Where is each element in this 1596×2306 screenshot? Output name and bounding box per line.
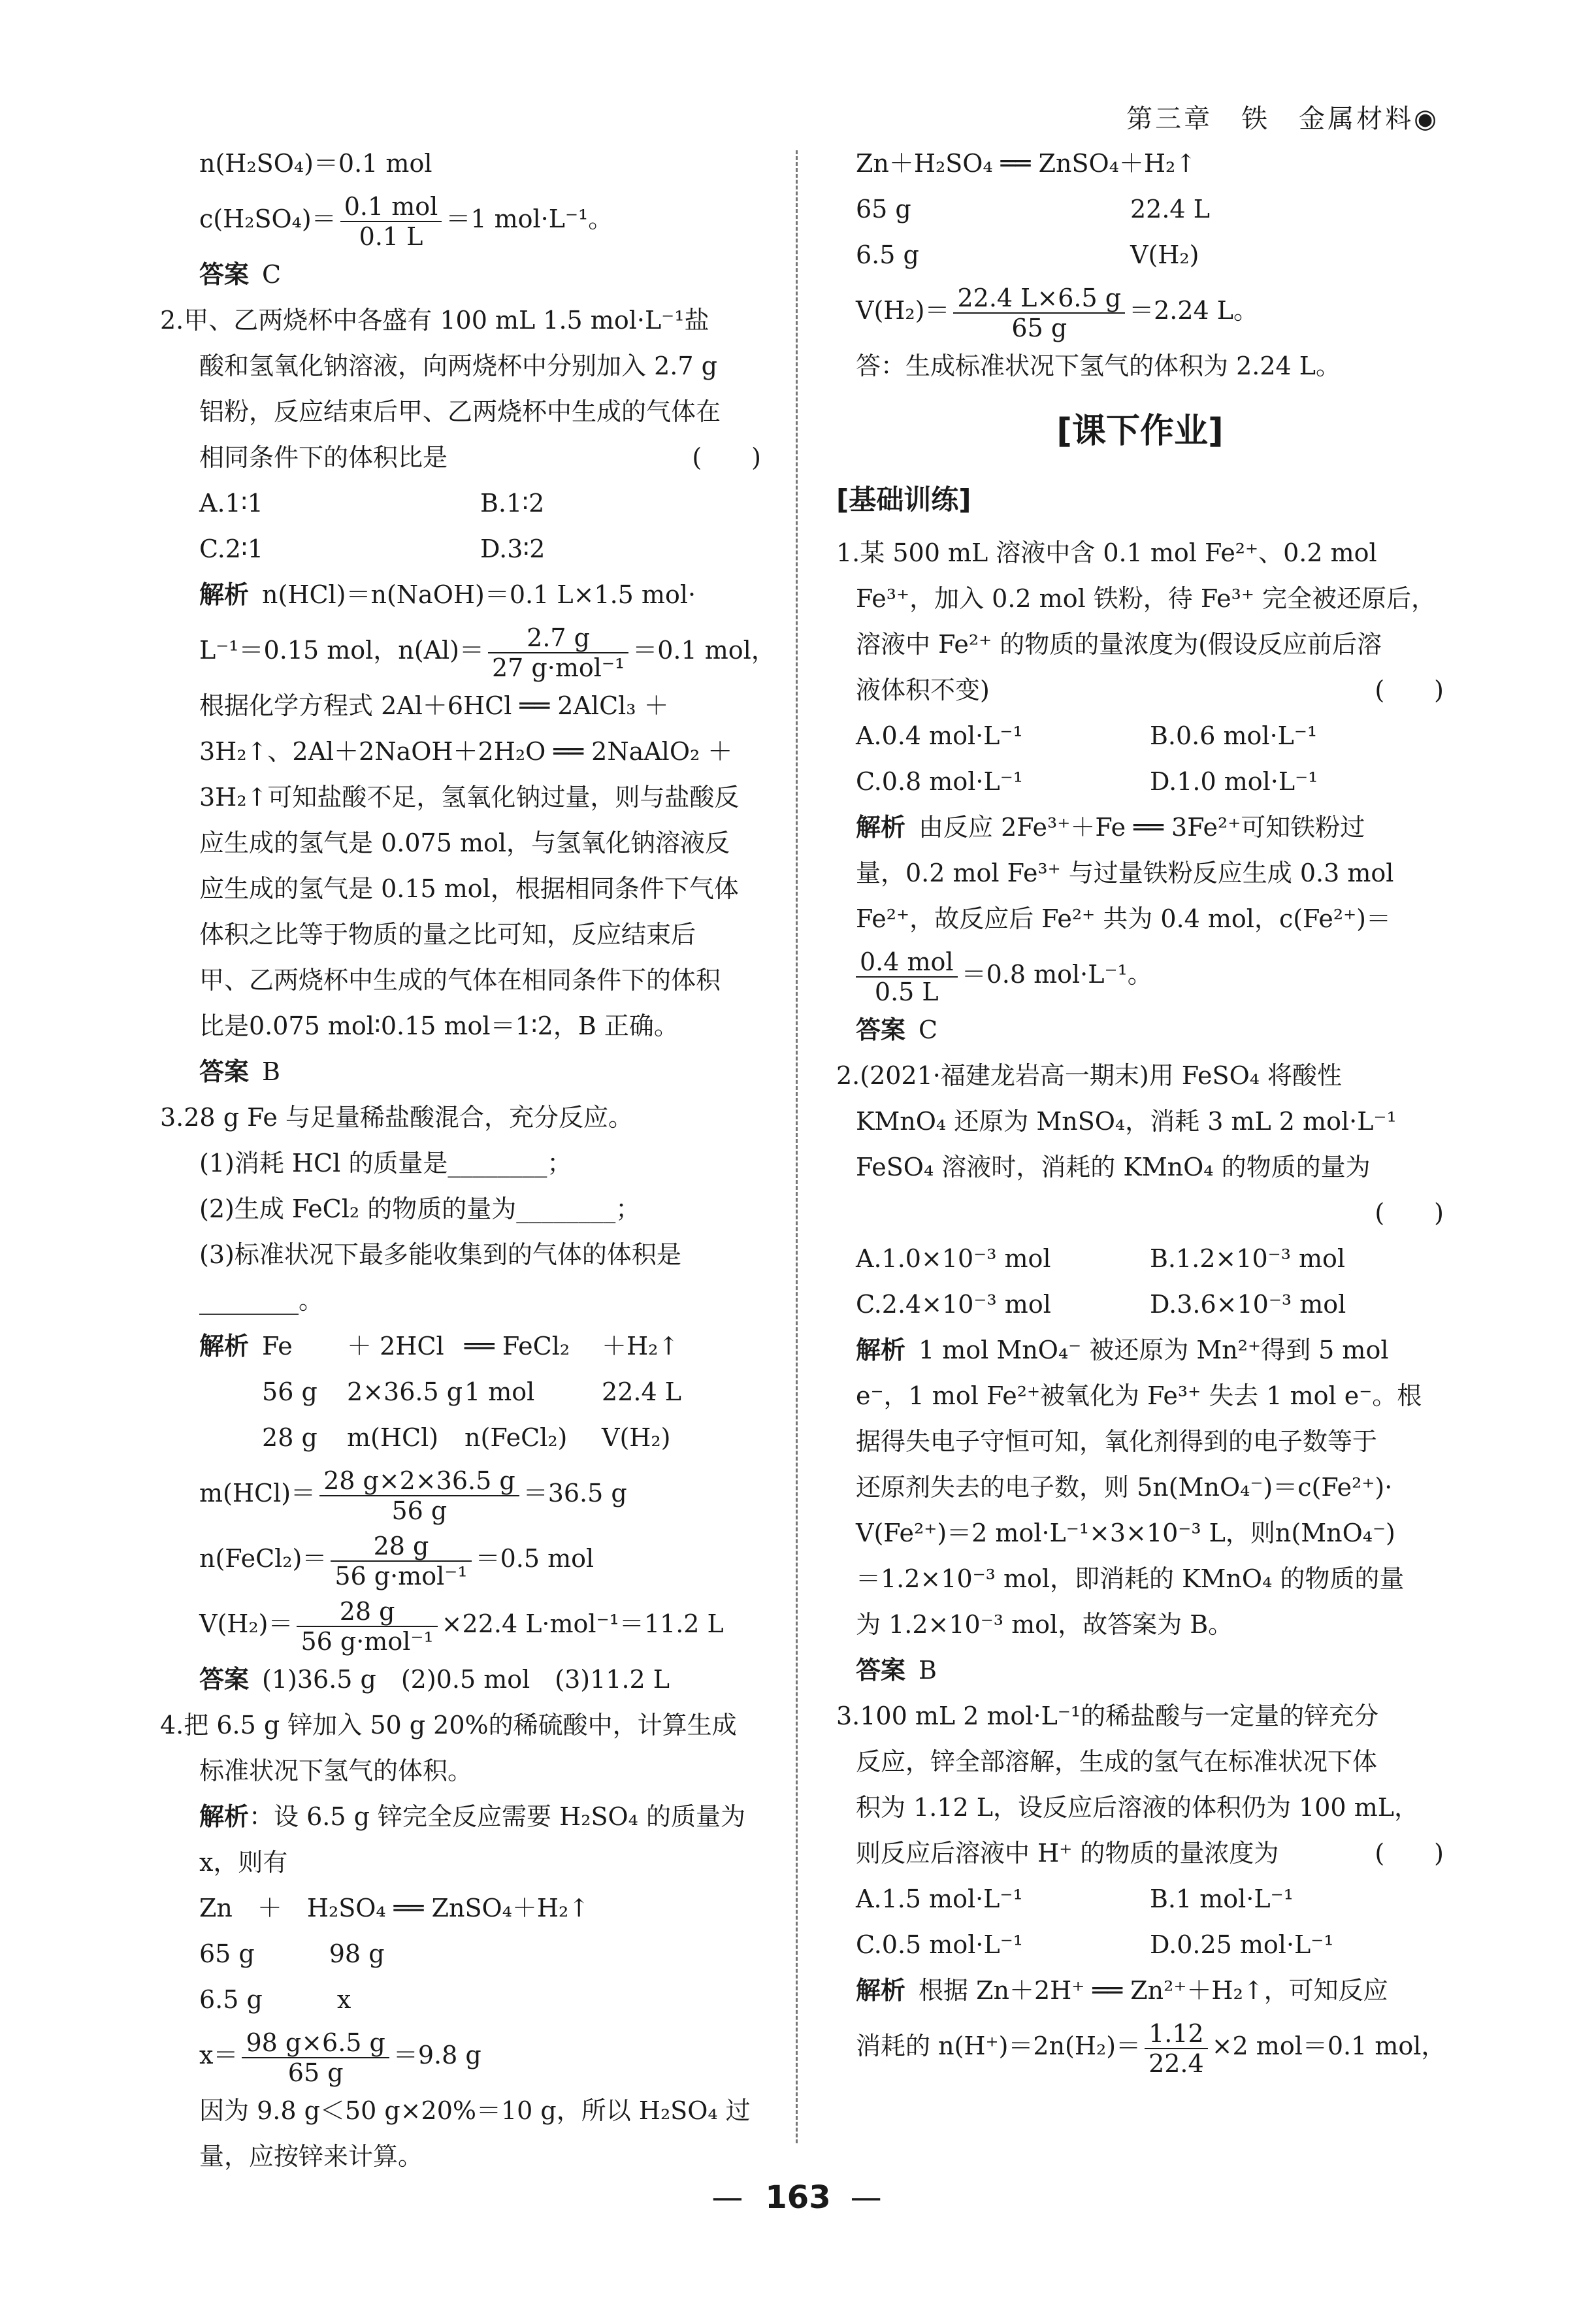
option: D.1.0 mol·L⁻¹ bbox=[1150, 767, 1318, 796]
question-line: 3.100 mL 2 mol·L⁻¹的稀盐酸与一定量的锌充分 bbox=[836, 1702, 1379, 1730]
fraction: $\frac{22.4 L\times 6.5 g}{65 g}$ bbox=[953, 284, 1125, 342]
analysis-line: V(Fe²⁺)＝2 mol·L⁻¹×3×10⁻³ L，则n(MnO₄⁻) bbox=[856, 1519, 1395, 1547]
equation-row: 28 g m(HCl) n(FeCl₂) V(H₂) bbox=[262, 1423, 671, 1452]
analysis-line: 3H₂↑可知盐酸不足，氢氧化钠过量，则与盐酸反 bbox=[199, 783, 740, 812]
question-line: (2)生成 FeCl₂ 的物质的量为________； bbox=[199, 1194, 641, 1223]
option: A.1.0×10⁻³ mol bbox=[856, 1244, 1051, 1273]
analysis-line: 体积之比等于物质的量之比可知，反应结束后 bbox=[199, 920, 696, 949]
formula-line: m(HCl)＝ $\frac{28 g\times 2\times 36.5 g}{56 g}$ ＝36.5 g bbox=[199, 1466, 627, 1525]
option: C.2∶1 bbox=[199, 535, 264, 563]
question-line: 标准状况下氢气的体积。 bbox=[199, 1756, 473, 1785]
options-row bbox=[160, 480, 761, 526]
question-2 bbox=[160, 297, 776, 1095]
analysis-table: 解析 Fe ＋ 2HCl ══ FeCl₂ ＋H₂↑ 56 g 2×36.5 g 1 mol 22.4 L 28 g m(HCl) n(FeCl₂) V(H₂) bbox=[160, 1323, 761, 1460]
formula-line: $\frac{\text{0.4 mol}}{0.5 L}$ ＝0.8 mol·L⁻¹。 bbox=[836, 942, 1444, 1007]
question-line: 溶液中 Fe²⁺ 的物质的量浓度为(假设反应前后溶 bbox=[856, 630, 1382, 659]
analysis-line: 据得失电子守恒可知，氧化剂得到的电子数等于 bbox=[856, 1427, 1378, 1456]
question-line: 液体积不变) ( ) bbox=[836, 667, 1444, 713]
answer-line: 答案 (1)36.5 g (2)0.5 mol (3)11.2 L bbox=[199, 1665, 670, 1694]
option: D.0.25 mol·L⁻¹ bbox=[1150, 1930, 1334, 1959]
formula-line: n(FeCl₂)＝ $\frac{28 g}{\text{56 g·mol⁻¹}}$ ＝0.5 mol bbox=[199, 1531, 594, 1590]
option: C.0.5 mol·L⁻¹ bbox=[856, 1930, 1023, 1959]
equation-line: 6.5 g x bbox=[199, 1985, 351, 2014]
options-row bbox=[836, 759, 1444, 804]
analysis-line: ＝1.2×10⁻³ mol，即消耗的 KMnO₄ 的物质的量 bbox=[856, 1564, 1405, 1593]
exercise-1 bbox=[836, 530, 1444, 1053]
fraction: $\frac{\text{0.4 mol}}{0.5 L}$ bbox=[856, 947, 958, 1006]
analysis-line: 甲、乙两烧杯中生成的气体在相同条件下的体积 bbox=[199, 966, 721, 995]
formula-line: V(H₂)＝ $\frac{28 g}{\text{56 g·mol⁻¹}}$ ×22.4 L·mol⁻¹＝11.2 L bbox=[199, 1596, 724, 1656]
option: D.3.6×10⁻³ mol bbox=[1150, 1290, 1346, 1319]
question-line: FeSO₄ 溶液时，消耗的 KMnO₄ 的物质的量为 bbox=[856, 1153, 1371, 1181]
answer-bracket: ( ) bbox=[1375, 1198, 1444, 1227]
text-line: n(H₂SO₄)＝0.1 mol bbox=[199, 149, 432, 178]
column-divider bbox=[796, 150, 798, 2143]
analysis-line: 应生成的氢气是 0.15 mol，根据相同条件下气体 bbox=[199, 874, 739, 903]
question-line: ________。 bbox=[199, 1286, 324, 1315]
option: C.0.8 mol·L⁻¹ bbox=[856, 767, 1023, 796]
left-column bbox=[160, 140, 776, 2179]
question-line: 酸和氢氧化钠溶液，向两烧杯中分别加入 2.7 g bbox=[199, 352, 717, 380]
formula-line: c(H₂SO₄)＝ $\frac{\text{0.1 mol}}{0.1 L}$ ＝1 mol·L⁻¹。 bbox=[199, 191, 613, 251]
fraction: $\frac{2.7 g}{\text{27 g·mol⁻¹}}$ bbox=[488, 623, 628, 682]
question-line: 2.(2021·福建龙岩高一期末)用 FeSO₄ 将酸性 bbox=[836, 1061, 1343, 1090]
fraction: $\frac{28 g\times 2\times 36.5 g}{56 g}$ bbox=[319, 1466, 519, 1525]
question-line: 4.把 6.5 g 锌加入 50 g 20%的稀硫酸中，计算生成 bbox=[160, 1711, 737, 1739]
analysis-line: 为 1.2×10⁻³ mol，故答案为 B。 bbox=[856, 1610, 1233, 1639]
question-line: Fe³⁺，加入 0.2 mol 铁粉，待 Fe³⁺ 完全被还原后， bbox=[856, 584, 1437, 613]
option: A.1∶1 bbox=[199, 489, 263, 518]
option: A.1.5 mol·L⁻¹ bbox=[856, 1885, 1023, 1913]
equation-line: Zn ＋ H₂SO₄ ══ ZnSO₄＋H₂↑ bbox=[199, 1894, 590, 1922]
analysis-line: 解析：设 6.5 g 锌完全反应需要 H₂SO₄ 的质量为 bbox=[199, 1802, 745, 1831]
answer-bracket: ( ) bbox=[692, 443, 761, 472]
analysis-line: 3H₂↑、2Al＋2NaOH＋2H₂O ══ 2NaAlO₂ ＋ bbox=[199, 737, 733, 766]
subsection-title: [基础训练] bbox=[836, 484, 971, 516]
right-column bbox=[836, 140, 1444, 2079]
question-line: 2.甲、乙两烧杯中各盛有 100 mL 1.5 mol·L⁻¹盐 bbox=[160, 306, 709, 335]
option: B.1∶2 bbox=[480, 489, 545, 518]
analysis-line: 量，应按锌来计算。 bbox=[199, 2142, 423, 2171]
question-line: 1.某 500 mL 溶液中含 0.1 mol Fe²⁺、0.2 mol bbox=[836, 538, 1377, 567]
fraction: $\frac{1.12}{22.4}$ bbox=[1145, 2019, 1208, 2078]
answer-bracket: ( ) bbox=[1375, 1839, 1444, 1868]
analysis-line: e⁻，1 mol Fe²⁺被氧化为 Fe³⁺ 失去 1 mol e⁻。根 bbox=[856, 1381, 1422, 1410]
analysis-line: 解析 1 mol MnO₄⁻ 被还原为 Mn²⁺得到 5 mol bbox=[856, 1336, 1389, 1364]
options-row bbox=[836, 1236, 1444, 1281]
fraction: $\frac{98 g\times 6.5 g}{65 g}$ bbox=[242, 2028, 389, 2087]
answer-line: 答案 B bbox=[199, 1057, 280, 1086]
formula-line: 消耗的 n(H⁺)＝2n(H₂)＝ $\frac{1.12}{22.4}$ ×2 mol＝0.1 mol， bbox=[856, 2018, 1446, 2078]
analysis-line: 因为 9.8 g＜50 g×20%＝10 g，所以 H₂SO₄ 过 bbox=[199, 2096, 751, 2125]
exercise-2 bbox=[836, 1053, 1444, 1693]
options-row bbox=[836, 1281, 1444, 1327]
options-row bbox=[836, 1876, 1444, 1922]
equation-row: Fe ＋ 2HCl ══ FeCl₂ ＋H₂↑ bbox=[262, 1332, 679, 1360]
answer-line: 答案 C bbox=[199, 260, 282, 289]
analysis-line: 量，0.2 mol Fe³⁺ 与过量铁粉反应生成 0.3 mol bbox=[856, 859, 1394, 887]
exercise-3 bbox=[836, 1693, 1444, 2079]
question-3 bbox=[160, 1095, 761, 1702]
fraction: $\frac{\text{0.1 mol}}{0.1 L}$ bbox=[340, 192, 442, 251]
option: C.2.4×10⁻³ mol bbox=[856, 1290, 1051, 1319]
formula-line: V(H₂)＝ $\frac{22.4 L\times 6.5 g}{65 g}$ ＝2.24 L。 bbox=[856, 283, 1259, 342]
analysis-line: 解析 根据 Zn＋2H⁺ ══ Zn²⁺＋H₂↑，可知反应 bbox=[856, 1976, 1388, 2005]
question-line: 3.28 g Fe 与足量稀盐酸混合，充分反应。 bbox=[160, 1103, 633, 1132]
option: B.1 mol·L⁻¹ bbox=[1150, 1885, 1294, 1913]
analysis-line: 应生成的氢气是 0.075 mol，与氢氧化钠溶液反 bbox=[199, 829, 730, 857]
option: B.0.6 mol·L⁻¹ bbox=[1150, 721, 1318, 750]
equation-row: 56 g 2×36.5 g 1 mol 22.4 L bbox=[262, 1377, 681, 1406]
analysis-line: Fe²⁺，故反应后 Fe²⁺ 共为 0.4 mol，c(Fe²⁺)＝ bbox=[856, 904, 1391, 933]
option: B.1.2×10⁻³ mol bbox=[1150, 1244, 1346, 1273]
analysis-line: 解析 n(HCl)＝n(NaOH)＝0.1 L×1.5 mol· bbox=[199, 580, 696, 609]
section-title: [课下作业] bbox=[1056, 412, 1224, 451]
chapter-header: 第三章 铁 金属材料◉ bbox=[1126, 104, 1439, 134]
question-line: 积为 1.12 L，设反应后溶液的体积仍为 100 mL， bbox=[856, 1793, 1419, 1822]
analysis-line: 还原剂失去的电子数，则 5n(MnO₄⁻)＝c(Fe²⁺)· bbox=[856, 1473, 1393, 1502]
answer-line: 答案 B bbox=[856, 1656, 937, 1685]
option: A.0.4 mol·L⁻¹ bbox=[856, 721, 1023, 750]
analysis-line: 比是0.075 mol∶0.15 mol＝1∶2，B 正确。 bbox=[199, 1012, 679, 1040]
fraction: $\frac{28 g}{\text{56 g·mol⁻¹}}$ bbox=[331, 1532, 471, 1590]
question-4 bbox=[160, 1702, 761, 2179]
equation-line: 65 g 98 g bbox=[199, 1939, 385, 1968]
analysis-line: x，则有 bbox=[199, 1848, 288, 1877]
question-line: KMnO₄ 还原为 MnSO₄，消耗 3 mL 2 mol·L⁻¹ bbox=[856, 1107, 1397, 1136]
equation-line: Zn＋H₂SO₄ ══ ZnSO₄＋H₂↑ bbox=[856, 149, 1197, 178]
question-line: 相同条件下的体积比是 ( ) bbox=[160, 435, 761, 480]
analysis-line: 根据化学方程式 2Al＋6HCl ══ 2AlCl₃ ＋ bbox=[199, 691, 669, 720]
question-line: 反应，锌全部溶解，生成的氢气在标准状况下体 bbox=[856, 1747, 1378, 1776]
answer-bracket: ( ) bbox=[1375, 676, 1444, 704]
question-line: (1)消耗 HCl 的质量是________； bbox=[199, 1149, 572, 1178]
fraction: $\frac{28 g}{\text{56 g·mol⁻¹}}$ bbox=[297, 1597, 437, 1656]
options-row bbox=[836, 713, 1444, 759]
question-line bbox=[836, 1190, 1444, 1236]
question-line: (3)标准状况下最多能收集到的气体的体积是 bbox=[199, 1240, 681, 1269]
answer-line: 答案 C bbox=[856, 1015, 938, 1044]
question-line: 则反应后溶液中 H⁺ 的物质的量浓度为 ( ) bbox=[836, 1830, 1444, 1876]
equation-row: 65 g 22.4 L bbox=[856, 195, 1210, 223]
options-row bbox=[160, 526, 761, 572]
answer-line: 答：生成标准状况下氢气的体积为 2.24 L。 bbox=[856, 352, 1341, 380]
formula-line: x＝ $\frac{98 g\times 6.5 g}{65 g}$ ＝9.8 g bbox=[199, 2028, 481, 2087]
option: D.3∶2 bbox=[480, 535, 546, 563]
question-line: 铝粉，反应结束后甲、乙两烧杯中生成的气体在 bbox=[199, 397, 721, 426]
analysis-line: 解析 由反应 2Fe³⁺＋Fe ══ 3Fe²⁺可知铁粉过 bbox=[856, 813, 1365, 842]
options-row bbox=[836, 1922, 1444, 1968]
equation-row: 6.5 g V(H₂) bbox=[856, 240, 1199, 269]
page-number: — 163 — bbox=[711, 2179, 885, 2216]
formula-line: L⁻¹＝0.15 mol，n(Al)＝ $\frac{2.7 g}{\text{27 g·mol⁻¹}}$ ＝0.1 mol， bbox=[199, 623, 776, 682]
